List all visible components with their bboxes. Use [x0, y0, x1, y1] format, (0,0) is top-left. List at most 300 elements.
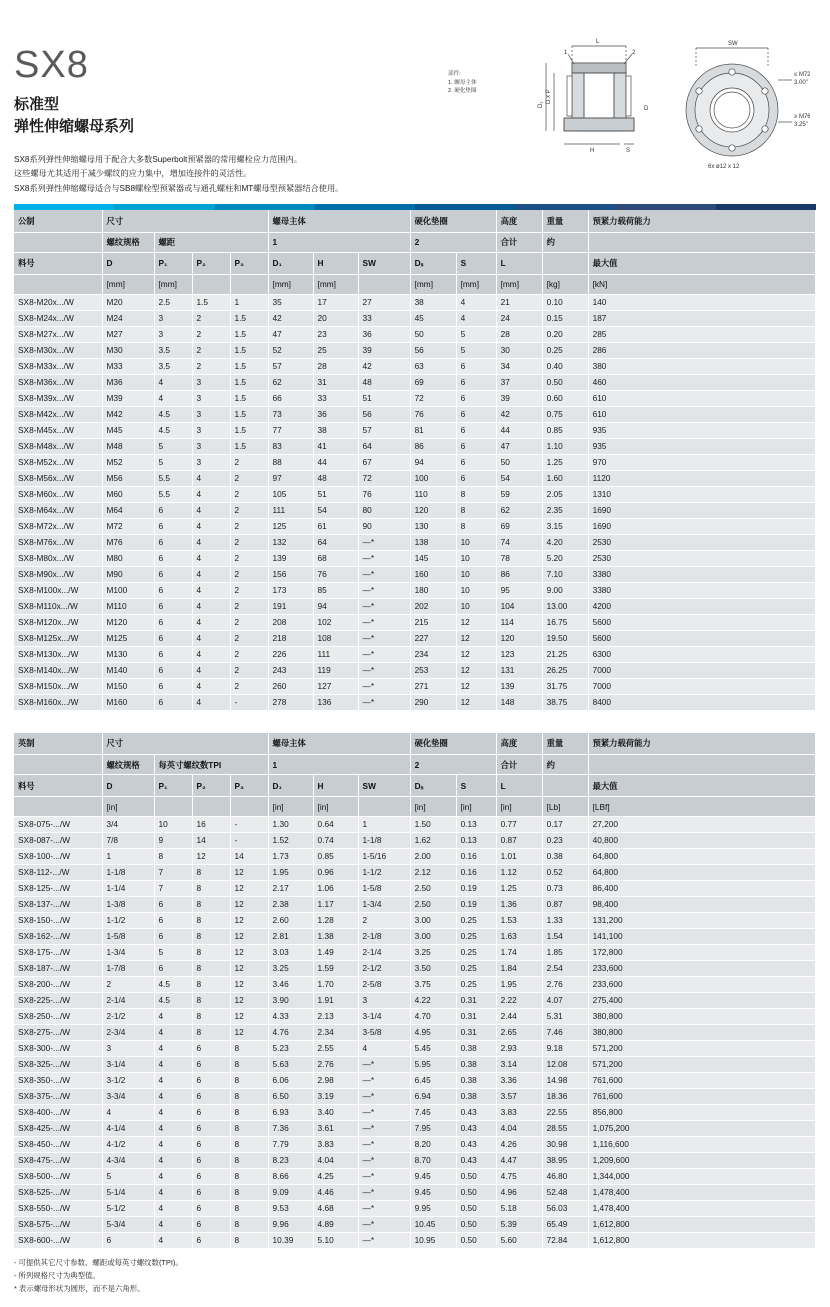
metric-cell: 3 [154, 326, 192, 342]
metric-cell: SX8-M20x.../W [14, 294, 102, 310]
metric-cell: 4 [192, 646, 230, 662]
metric-cell: 24 [496, 310, 542, 326]
metric-cell: M160 [102, 694, 154, 710]
metric-table-body [14, 294, 816, 710]
metric-cell: 66 [268, 390, 313, 406]
metric-hdr-load: 预紧力载荷能力 [588, 210, 815, 232]
imperial-cell: 9.45 [410, 1169, 456, 1185]
metric-cell: 127 [313, 678, 358, 694]
imperial-cell: 7.79 [268, 1137, 313, 1153]
imperial-hdr-weight: 重量 [542, 733, 588, 755]
imperial-cell: 7 [154, 881, 192, 897]
imperial-cell: 0.25 [456, 913, 496, 929]
dim-H-label: H [590, 148, 595, 154]
imperial-hdr-load: 预紧力载荷能力 [588, 733, 815, 755]
metric-cell: 0.40 [542, 358, 588, 374]
imperial-cell: 86,400 [588, 881, 815, 897]
imperial-cell: 4.5 [154, 993, 192, 1009]
table-row [14, 817, 816, 833]
imperial-cell: 1.95 [268, 865, 313, 881]
imperial-cell: 9.18 [542, 1041, 588, 1057]
metric-hdr-nut-body: 螺母主体 [268, 210, 410, 232]
metric-cell: 145 [410, 550, 456, 566]
metric-cell: 44 [496, 422, 542, 438]
imperial-cell: SX8-600-.../W [14, 1233, 102, 1249]
imperial-hdr-max: 最大值 [588, 775, 815, 797]
imperial-cell: 3.61 [313, 1121, 358, 1137]
imperial-cell: 65.49 [542, 1217, 588, 1233]
imperial-cell: —* [358, 1073, 410, 1089]
metric-cell: SX8-M27x.../W [14, 326, 102, 342]
table-row [14, 646, 816, 662]
imperial-cell: 0.38 [456, 1041, 496, 1057]
table-row [14, 1105, 816, 1121]
imperial-unit-D: [in] [102, 797, 154, 817]
metric-cell: 38.75 [542, 694, 588, 710]
imperial-cell: 8 [230, 1201, 268, 1217]
metric-cell: 12 [456, 630, 496, 646]
metric-cell: 1120 [588, 470, 815, 486]
imperial-cell: 6 [192, 1121, 230, 1137]
metric-cell: 5600 [588, 630, 815, 646]
imperial-cell: SX8-375-.../W [14, 1089, 102, 1105]
imperial-cell: 3.25 [268, 961, 313, 977]
metric-cell: 16.75 [542, 614, 588, 630]
metric-cell: M90 [102, 566, 154, 582]
metric-hdr-approx: 约 [542, 232, 588, 252]
imperial-cell: SX8-087-.../W [14, 833, 102, 849]
metric-cell: 0.85 [542, 422, 588, 438]
metric-cell: SX8-M110x.../W [14, 598, 102, 614]
imperial-table-head [14, 733, 816, 817]
metric-cell: 73 [268, 406, 313, 422]
dim-S-label: S [626, 148, 631, 154]
table-row [14, 993, 816, 1009]
imperial-cell: 2.65 [496, 1025, 542, 1041]
metric-cell: M56 [102, 470, 154, 486]
imperial-cell: 1,116,600 [588, 1137, 815, 1153]
metric-cell: SX8-M140x.../W [14, 662, 102, 678]
page-header [14, 0, 816, 200]
imperial-table-body [14, 817, 816, 1249]
metric-cell: 271 [410, 678, 456, 694]
imperial-unit-load: [LBf] [588, 797, 815, 817]
metric-cell: 10 [456, 582, 496, 598]
metric-unit-Ds: [mm] [410, 274, 456, 294]
metric-table-head [14, 210, 816, 294]
imperial-cell: 8 [230, 1233, 268, 1249]
imperial-cell: 0.31 [456, 993, 496, 1009]
metric-cell: 54 [313, 502, 358, 518]
metric-cell: 42 [358, 358, 410, 374]
page-subtitle-line2: 弹性伸缩螺母系列 [14, 118, 135, 136]
legend-item-2: 2. 硬化垫圈 [448, 88, 477, 95]
metric-cell: 2 [230, 502, 268, 518]
metric-cell: 123 [496, 646, 542, 662]
imperial-cell: 14 [230, 849, 268, 865]
table-row [14, 1041, 816, 1057]
metric-cell: 51 [313, 486, 358, 502]
metric-cell: 4 [192, 678, 230, 694]
imperial-cell: 2.44 [496, 1009, 542, 1025]
metric-cell: M45 [102, 422, 154, 438]
dim-L-label: L [596, 39, 600, 45]
metric-cell: 4 [154, 374, 192, 390]
imperial-cell: 4.68 [313, 1201, 358, 1217]
metric-unit-load: [kN] [588, 274, 815, 294]
imperial-cell: 5.45 [410, 1041, 456, 1057]
imperial-cell: 1.52 [268, 833, 313, 849]
imperial-cell: 3.14 [496, 1057, 542, 1073]
imperial-cell: 1-1/8 [102, 865, 154, 881]
table-row [14, 1137, 816, 1153]
metric-cell: —* [358, 582, 410, 598]
metric-cell: 2 [230, 646, 268, 662]
imperial-cell: 3.00 [410, 929, 456, 945]
metric-cell: 5.20 [542, 550, 588, 566]
imperial-cell: SX8-575-.../W [14, 1217, 102, 1233]
metric-cell: 935 [588, 422, 815, 438]
table-row [14, 470, 816, 486]
metric-cell: 3 [154, 310, 192, 326]
metric-cell: 2 [230, 486, 268, 502]
metric-cell: 2.35 [542, 502, 588, 518]
metric-hdr-D: D [102, 252, 154, 274]
imperial-cell: 18.36 [542, 1089, 588, 1105]
imperial-cell: 2-1/8 [358, 929, 410, 945]
table-row [14, 582, 816, 598]
imperial-cell: 8 [192, 865, 230, 881]
metric-cell: 3 [192, 422, 230, 438]
imperial-cell: 3-3/4 [102, 1089, 154, 1105]
color-bar-seg-4 [315, 204, 415, 210]
metric-cell: 6 [154, 630, 192, 646]
technical-drawing [448, 18, 810, 178]
imperial-cell: 1-3/4 [358, 897, 410, 913]
metric-cell: 69 [410, 374, 456, 390]
imperial-cell: SX8-425-.../W [14, 1121, 102, 1137]
imperial-unit-P2 [192, 797, 230, 817]
metric-cell: 4200 [588, 598, 815, 614]
metric-cell: 74 [496, 534, 542, 550]
metric-cell: 21.25 [542, 646, 588, 662]
metric-cell: 44 [313, 454, 358, 470]
metric-cell: 202 [410, 598, 456, 614]
metric-cell: 4 [192, 486, 230, 502]
metric-cell: 2 [230, 566, 268, 582]
metric-cell: 227 [410, 630, 456, 646]
metric-cell: 90 [358, 518, 410, 534]
imperial-cell: 8 [192, 977, 230, 993]
table-row [14, 1009, 816, 1025]
imperial-cell: 8 [230, 1073, 268, 1089]
metric-cell: SX8-M76x.../W [14, 534, 102, 550]
metric-cell: 69 [496, 518, 542, 534]
metric-unit-P2 [192, 274, 230, 294]
metric-unit-L: [mm] [496, 274, 542, 294]
imperial-cell: 4 [154, 1217, 192, 1233]
imperial-cell: 6.45 [410, 1073, 456, 1089]
metric-cell: 38 [313, 422, 358, 438]
metric-hdr-H: H [313, 252, 358, 274]
imperial-cell: 4 [154, 1137, 192, 1153]
imperial-cell: 0.25 [456, 929, 496, 945]
metric-cell: 3 [192, 374, 230, 390]
metric-cell: 0.75 [542, 406, 588, 422]
imperial-cell: 1-3/4 [102, 945, 154, 961]
imperial-cell: - [230, 817, 268, 833]
imperial-header-row-4 [14, 797, 816, 817]
metric-cell: 2.5 [154, 294, 192, 310]
imperial-hdr-tpi: 每英寸螺纹数TPI [154, 755, 268, 775]
metric-cell: 88 [268, 454, 313, 470]
metric-cell: 136 [313, 694, 358, 710]
metric-cell: M76 [102, 534, 154, 550]
metric-cell: SX8-M64x.../W [14, 502, 102, 518]
imperial-cell: 6 [192, 1073, 230, 1089]
imperial-cell: —* [358, 1137, 410, 1153]
metric-table [14, 210, 816, 711]
imperial-cell: 4 [154, 1089, 192, 1105]
imperial-cell: 0.25 [456, 977, 496, 993]
imperial-cell: 5 [102, 1169, 154, 1185]
imperial-cell: 7.95 [410, 1121, 456, 1137]
metric-cell: 28 [313, 358, 358, 374]
table-row [14, 294, 816, 310]
metric-cell: 1690 [588, 518, 815, 534]
imperial-cell: 6 [154, 913, 192, 929]
metric-cell: M20 [102, 294, 154, 310]
metric-cell: 33 [358, 310, 410, 326]
imperial-cell: 5-1/2 [102, 1201, 154, 1217]
imperial-cell: 7.36 [268, 1121, 313, 1137]
metric-cell: 6 [154, 646, 192, 662]
imperial-cell: 8 [230, 1057, 268, 1073]
metric-cell: 148 [496, 694, 542, 710]
metric-cell: —* [358, 694, 410, 710]
metric-cell: 208 [268, 614, 313, 630]
metric-cell: 110 [410, 486, 456, 502]
imperial-cell: 4-3/4 [102, 1153, 154, 1169]
table-row [14, 326, 816, 342]
metric-cell: —* [358, 598, 410, 614]
imperial-cell: 8 [192, 1009, 230, 1025]
metric-cell: 1.5 [230, 326, 268, 342]
metric-cell: 52 [268, 342, 313, 358]
metric-cell: 380 [588, 358, 815, 374]
note-325: 3.25" [794, 122, 808, 128]
metric-cell: 1.25 [542, 454, 588, 470]
imperial-cell: 5.10 [313, 1233, 358, 1249]
imperial-cell: 8 [192, 993, 230, 1009]
imperial-cell: 0.96 [313, 865, 358, 881]
imperial-cell: 5.18 [496, 1201, 542, 1217]
metric-cell: 1.5 [230, 390, 268, 406]
metric-cell: 100 [410, 470, 456, 486]
metric-hdr-P2: P₂ [192, 252, 230, 274]
imperial-header-row-3 [14, 775, 816, 797]
imperial-hdr-system: 英制 [14, 733, 102, 755]
metric-cell: 85 [313, 582, 358, 598]
metric-hdr-washer: 硬化垫圈 [410, 210, 496, 232]
imperial-cell: 3.50 [410, 961, 456, 977]
imperial-cell: SX8-275-.../W [14, 1025, 102, 1041]
metric-cell: 6 [154, 582, 192, 598]
imperial-hdr-H: H [313, 775, 358, 797]
metric-hdr-weight-blank [542, 252, 588, 274]
metric-cell: —* [358, 662, 410, 678]
imperial-cell: 8 [230, 1105, 268, 1121]
metric-cell: 2 [230, 534, 268, 550]
imperial-hdr-D: D [102, 775, 154, 797]
metric-cell: 4 [192, 518, 230, 534]
metric-cell: 253 [410, 662, 456, 678]
metric-header-row-2 [14, 232, 816, 252]
metric-cell: 47 [496, 438, 542, 454]
metric-cell: 138 [410, 534, 456, 550]
metric-cell: 108 [313, 630, 358, 646]
imperial-cell: 1.53 [496, 913, 542, 929]
metric-cell: 95 [496, 582, 542, 598]
imperial-cell: 4 [154, 1233, 192, 1249]
imperial-cell: 4 [154, 1169, 192, 1185]
imperial-hdr-total: 合计 [496, 755, 542, 775]
imperial-cell: 2.76 [313, 1057, 358, 1073]
metric-cell: 2 [230, 614, 268, 630]
imperial-cell: 8.66 [268, 1169, 313, 1185]
imperial-hdr-partno: 料号 [14, 775, 102, 797]
imperial-cell: 0.52 [542, 865, 588, 881]
metric-cell: 3 [192, 454, 230, 470]
table-row [14, 598, 816, 614]
metric-cell: 62 [268, 374, 313, 390]
imperial-cell: 1-5/8 [358, 881, 410, 897]
imperial-cell: 1.12 [496, 865, 542, 881]
imperial-cell: 1.33 [542, 913, 588, 929]
imperial-cell: 8 [192, 897, 230, 913]
imperial-cell: 571,200 [588, 1057, 815, 1073]
metric-cell: —* [358, 678, 410, 694]
imperial-cell: 1.70 [313, 977, 358, 993]
imperial-cell: 8 [154, 849, 192, 865]
imperial-cell: 1.01 [496, 849, 542, 865]
imperial-cell: —* [358, 1217, 410, 1233]
imperial-hdr-D1: D₁ [268, 775, 313, 797]
table-row [14, 1169, 816, 1185]
metric-cell: SX8-M56x.../W [14, 470, 102, 486]
imperial-cell: SX8-325-.../W [14, 1057, 102, 1073]
metric-cell: M24 [102, 310, 154, 326]
metric-cell: 111 [268, 502, 313, 518]
imperial-hdr-L: L [496, 775, 542, 797]
imperial-cell: 0.38 [456, 1057, 496, 1073]
metric-cell: 83 [268, 438, 313, 454]
imperial-cell: 1.85 [542, 945, 588, 961]
metric-cell: 1.5 [192, 294, 230, 310]
table-row [14, 406, 816, 422]
imperial-cell: 1.73 [268, 849, 313, 865]
imperial-cell: 233,600 [588, 961, 815, 977]
imperial-cell: SX8-137-.../W [14, 897, 102, 913]
imperial-cell: 4 [154, 1153, 192, 1169]
imperial-cell: 141,100 [588, 929, 815, 945]
metric-cell: M30 [102, 342, 154, 358]
imperial-cell: 571,200 [588, 1041, 815, 1057]
metric-cell: 132 [268, 534, 313, 550]
imperial-cell: SX8-100-.../W [14, 849, 102, 865]
imperial-cell: —* [358, 1153, 410, 1169]
imperial-cell: 6 [154, 961, 192, 977]
imperial-cell: 6 [192, 1057, 230, 1073]
table-row [14, 550, 816, 566]
imperial-hdr-thread-size: 螺纹规格 [102, 755, 154, 775]
metric-cell: 21 [496, 294, 542, 310]
table-row [14, 1073, 816, 1089]
imperial-cell: 6 [192, 1089, 230, 1105]
imperial-cell: 1-5/8 [102, 929, 154, 945]
imperial-unit-P1 [154, 797, 192, 817]
imperial-cell: —* [358, 1233, 410, 1249]
metric-cell: 139 [268, 550, 313, 566]
metric-cell: 187 [588, 310, 815, 326]
imperial-cell: 5-1/4 [102, 1185, 154, 1201]
metric-cell: 56 [410, 342, 456, 358]
imperial-cell: 0.16 [456, 849, 496, 865]
imperial-cell: 0.31 [456, 1025, 496, 1041]
imperial-cell: 12 [230, 977, 268, 993]
metric-cell: 12 [456, 694, 496, 710]
imperial-cell: 10.39 [268, 1233, 313, 1249]
imperial-cell: 40,800 [588, 833, 815, 849]
dim-Ds-label: D [644, 106, 649, 112]
metric-cell: 0.60 [542, 390, 588, 406]
metric-cell: —* [358, 646, 410, 662]
imperial-cell: 3.83 [313, 1137, 358, 1153]
metric-cell: SX8-M33x.../W [14, 358, 102, 374]
imperial-cell: 0.43 [456, 1105, 496, 1121]
metric-cell: 97 [268, 470, 313, 486]
imperial-cell: 3.36 [496, 1073, 542, 1089]
imperial-cell: SX8-500-.../W [14, 1169, 102, 1185]
imperial-cell: 172,800 [588, 945, 815, 961]
imperial-cell: 2.76 [542, 977, 588, 993]
imperial-hdr-part-2: 2 [410, 755, 496, 775]
imperial-cell: 5.39 [496, 1217, 542, 1233]
imperial-cell: 8 [192, 929, 230, 945]
imperial-cell: SX8-112-.../W [14, 865, 102, 881]
metric-cell: 13.00 [542, 598, 588, 614]
imperial-cell: 8 [192, 961, 230, 977]
imperial-cell: 9 [154, 833, 192, 849]
metric-cell: 48 [313, 470, 358, 486]
imperial-cell: 1-1/2 [102, 913, 154, 929]
imperial-hdr-approx: 约 [542, 755, 588, 775]
metric-cell: 970 [588, 454, 815, 470]
metric-cell: 36 [313, 406, 358, 422]
imperial-cell: 0.17 [542, 817, 588, 833]
imperial-cell: 30.98 [542, 1137, 588, 1153]
metric-cell: 935 [588, 438, 815, 454]
metric-cell: 10 [456, 566, 496, 582]
imperial-cell: 1.84 [496, 961, 542, 977]
imperial-cell: 761,600 [588, 1089, 815, 1105]
imperial-cell: 10.45 [410, 1217, 456, 1233]
metric-cell: 102 [313, 614, 358, 630]
imperial-cell: SX8-200-.../W [14, 977, 102, 993]
metric-cell: M27 [102, 326, 154, 342]
metric-cell: —* [358, 534, 410, 550]
imperial-cell: SX8-187-.../W [14, 961, 102, 977]
